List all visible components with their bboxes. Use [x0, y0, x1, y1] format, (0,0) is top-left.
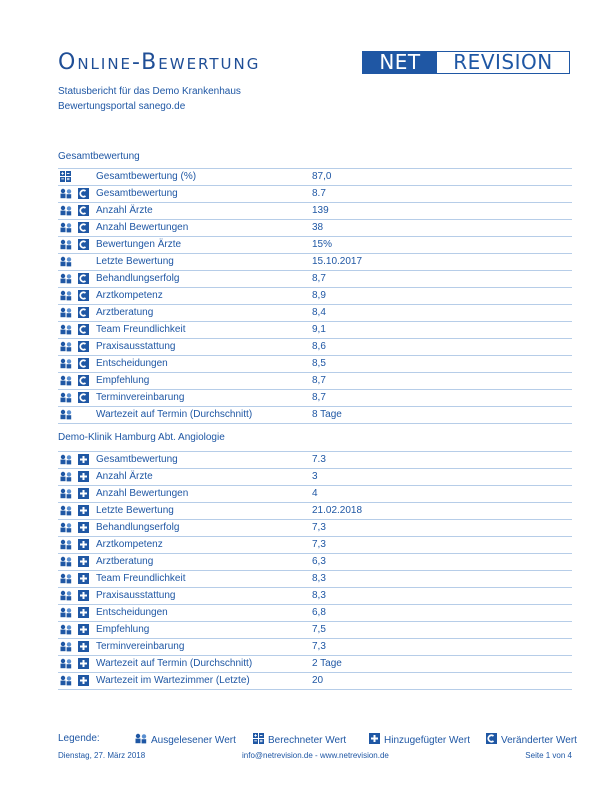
row-value: 8,5 — [312, 358, 326, 369]
imported-icon-graphic — [60, 522, 72, 533]
imported-icon-graphic — [60, 607, 72, 618]
row-value: 7,3 — [312, 539, 326, 550]
added-icon-graphic — [78, 624, 89, 635]
legend-label: Veränderter Wert — [501, 734, 577, 746]
table-row — [58, 373, 572, 390]
footer-date: Dienstag, 27. März 2018 — [58, 751, 146, 760]
added-icon-graphic — [78, 471, 89, 482]
imported-icon-graphic — [60, 188, 72, 199]
changed-icon — [486, 733, 501, 747]
legend-title: Legende: — [58, 733, 100, 744]
changed-icon-graphic — [78, 375, 89, 386]
imported-icon-graphic — [60, 409, 72, 420]
imported-icon-graphic — [60, 307, 72, 318]
imported-icon — [60, 341, 72, 352]
portal-subtitle: Bewertungsportal sanego.de — [58, 101, 186, 112]
table-row — [58, 673, 572, 690]
row-value: 87,0 — [312, 171, 332, 182]
changed-icon — [78, 375, 89, 386]
row-label: Gesamtbewertung — [96, 454, 178, 465]
row-value: 21.02.2018 — [312, 505, 363, 516]
added-icon-graphic — [78, 658, 89, 669]
changed-icon — [78, 239, 89, 250]
row-label: Anzahl Bewertungen — [96, 222, 189, 233]
imported-icon-graphic — [60, 641, 72, 652]
imported-icon-graphic — [60, 454, 72, 465]
imported-icon-graphic — [60, 375, 72, 386]
document-title: Online-Bewertung — [58, 50, 261, 75]
row-label: Arztberatung — [96, 556, 154, 567]
imported-icon-graphic — [60, 256, 72, 267]
row-label: Team Freundlichkeit — [96, 573, 186, 584]
table-row — [58, 520, 572, 537]
added-icon-graphic — [78, 641, 89, 652]
changed-icon-graphic — [78, 273, 89, 284]
imported-icon-graphic — [60, 505, 72, 516]
imported-icon-graphic — [60, 324, 72, 335]
row-label: Arztberatung — [96, 307, 154, 318]
changed-icon — [78, 188, 89, 199]
imported-icon-graphic — [60, 624, 72, 635]
report-subtitle: Statusbericht für das Demo Krankenhaus — [58, 86, 241, 97]
row-label: Terminvereinbarung — [96, 392, 185, 403]
imported-icon — [60, 358, 72, 369]
row-value: 2 Tage — [312, 658, 342, 669]
row-value: 4 — [312, 488, 318, 499]
table-row — [58, 237, 572, 254]
imported-icon — [60, 624, 72, 635]
table-row — [58, 605, 572, 622]
row-label: Letzte Bewertung — [96, 505, 174, 516]
imported-icon-graphic — [60, 239, 72, 250]
row-label: Praxisausstattung — [96, 341, 176, 352]
row-label: Letzte Bewertung — [96, 256, 174, 267]
row-label: Arztkompetenz — [96, 539, 163, 550]
added-icon-graphic — [78, 522, 89, 533]
changed-icon-graphic — [78, 222, 89, 233]
row-value: 6,3 — [312, 556, 326, 567]
table-row — [58, 452, 572, 469]
row-label: Behandlungserfolg — [96, 273, 180, 284]
table-row — [58, 203, 572, 220]
imported-icon — [60, 675, 72, 686]
logo-revision-text: REVISION — [453, 51, 553, 74]
table-row — [58, 220, 572, 237]
row-value: 3 — [312, 471, 318, 482]
changed-icon — [78, 205, 89, 216]
changed-icon — [78, 358, 89, 369]
row-label: Wartezeit auf Termin (Durchschnitt) — [96, 658, 253, 669]
table-gesamtbewertung — [58, 168, 572, 424]
calculated-icon-graphic — [253, 733, 264, 744]
imported-icon-graphic — [60, 488, 72, 499]
table-row — [58, 656, 572, 673]
table-row — [58, 537, 572, 554]
added-icon — [78, 539, 89, 550]
calculated-icon — [60, 171, 72, 182]
table-row — [58, 639, 572, 656]
imported-icon — [60, 607, 72, 618]
changed-icon — [78, 341, 89, 352]
legend-label: Berechneter Wert — [268, 734, 347, 746]
row-value: 8,3 — [312, 573, 326, 584]
imported-icon — [60, 556, 72, 567]
imported-icon-graphic — [60, 392, 72, 403]
calculated-icon — [253, 733, 268, 747]
added-icon — [78, 505, 89, 516]
legend — [58, 733, 577, 747]
imported-icon — [60, 590, 72, 601]
changed-icon-graphic — [78, 392, 89, 403]
imported-icon-graphic — [60, 222, 72, 233]
imported-icon — [60, 307, 72, 318]
imported-icon-graphic — [60, 556, 72, 567]
row-label: Anzahl Ärzte — [96, 471, 153, 482]
added-icon-graphic — [78, 505, 89, 516]
added-icon — [78, 488, 89, 499]
row-label: Team Freundlichkeit — [96, 324, 186, 335]
legend-label: Hinzugefügter Wert — [384, 734, 470, 746]
row-value: 8,3 — [312, 590, 326, 601]
table-row — [58, 339, 572, 356]
added-icon — [78, 573, 89, 584]
changed-icon — [78, 324, 89, 335]
added-icon — [78, 675, 89, 686]
added-icon-graphic — [369, 733, 380, 744]
table-row — [58, 469, 572, 486]
row-value: 139 — [312, 205, 329, 216]
logo-net-text: NET — [363, 52, 437, 73]
netrevision-logo — [362, 51, 570, 74]
added-icon-graphic — [78, 607, 89, 618]
row-value: 9,1 — [312, 324, 326, 335]
imported-icon — [60, 641, 72, 652]
changed-icon — [78, 392, 89, 403]
imported-icon — [60, 188, 72, 199]
table-row — [58, 571, 572, 588]
added-icon — [78, 471, 89, 482]
imported-icon — [60, 256, 72, 267]
table-row — [58, 356, 572, 373]
row-value: 8,7 — [312, 375, 326, 386]
table-row — [58, 588, 572, 605]
table-row — [58, 288, 572, 305]
row-value: 20 — [312, 675, 324, 686]
added-icon-graphic — [78, 488, 89, 499]
row-value: 15.10.2017 — [312, 256, 363, 267]
imported-icon — [60, 409, 72, 420]
imported-icon — [60, 658, 72, 669]
imported-icon — [60, 392, 72, 403]
row-value: 7,5 — [312, 624, 326, 635]
row-value: 8,9 — [312, 290, 326, 301]
imported-icon-graphic — [60, 573, 72, 584]
imported-icon — [60, 375, 72, 386]
added-icon — [78, 658, 89, 669]
imported-icon — [60, 539, 72, 550]
changed-icon-graphic — [78, 341, 89, 352]
table-row — [58, 322, 572, 339]
changed-icon-graphic — [78, 239, 89, 250]
imported-icon — [135, 733, 151, 747]
row-label: Behandlungserfolg — [96, 522, 180, 533]
table-row — [58, 169, 572, 186]
imported-icon — [60, 273, 72, 284]
footer-contact: info@netrevision.de - www.netrevision.de — [242, 751, 389, 760]
imported-icon — [60, 239, 72, 250]
calculated-icon-graphic — [60, 171, 71, 182]
added-icon-graphic — [78, 539, 89, 550]
row-label: Anzahl Bewertungen — [96, 488, 189, 499]
imported-icon-graphic — [60, 658, 72, 669]
imported-icon — [60, 471, 72, 482]
changed-icon — [78, 307, 89, 318]
table-row — [58, 554, 572, 571]
changed-icon-graphic — [78, 358, 89, 369]
changed-icon — [78, 273, 89, 284]
table-row — [58, 407, 572, 424]
added-icon — [78, 556, 89, 567]
row-label: Empfehlung — [96, 624, 150, 635]
table-row — [58, 254, 572, 271]
row-value: 8,4 — [312, 307, 326, 318]
added-icon — [78, 641, 89, 652]
section-title-gesamtbewertung: Gesamtbewertung — [58, 151, 140, 162]
table-row — [58, 390, 572, 407]
row-label: Bewertungen Ärzte — [96, 239, 182, 250]
table-row — [58, 305, 572, 322]
row-value: 38 — [312, 222, 324, 233]
row-label: Entscheidungen — [96, 358, 168, 369]
row-value: 8 Tage — [312, 409, 342, 420]
imported-icon-graphic — [60, 358, 72, 369]
added-icon — [78, 454, 89, 465]
imported-icon — [60, 522, 72, 533]
row-label: Wartezeit auf Termin (Durchschnitt) — [96, 409, 253, 420]
added-icon — [78, 624, 89, 635]
imported-icon — [60, 573, 72, 584]
row-value: 8,6 — [312, 341, 326, 352]
row-value: 15% — [312, 239, 333, 250]
table-row — [58, 503, 572, 520]
table-demo-klinik — [58, 451, 572, 690]
table-row — [58, 622, 572, 639]
imported-icon-graphic — [135, 733, 147, 744]
row-value: 7,3 — [312, 522, 326, 533]
row-label: Empfehlung — [96, 375, 150, 386]
added-icon-graphic — [78, 675, 89, 686]
row-label: Anzahl Ärzte — [96, 205, 153, 216]
added-icon-graphic — [78, 590, 89, 601]
footer-page-number: Seite 1 von 4 — [525, 751, 572, 760]
table-row — [58, 271, 572, 288]
imported-icon — [60, 505, 72, 516]
row-label: Gesamtbewertung — [96, 188, 178, 199]
imported-icon — [60, 290, 72, 301]
row-value: 7.3 — [312, 454, 326, 465]
imported-icon-graphic — [60, 471, 72, 482]
table-row — [58, 486, 572, 503]
added-icon — [78, 590, 89, 601]
imported-icon — [60, 205, 72, 216]
legend-label: Ausgelesener Wert — [151, 734, 236, 746]
changed-icon — [78, 290, 89, 301]
legend-item-imported — [135, 733, 236, 747]
changed-icon-graphic — [486, 733, 497, 744]
changed-icon-graphic — [78, 290, 89, 301]
added-icon-graphic — [78, 556, 89, 567]
section-title-demo-klinik: Demo-Klinik Hamburg Abt. Angiologie — [58, 432, 225, 443]
imported-icon — [60, 324, 72, 335]
imported-icon-graphic — [60, 590, 72, 601]
row-label: Praxisausstattung — [96, 590, 176, 601]
row-value: 8,7 — [312, 392, 326, 403]
legend-item-calculated — [253, 733, 346, 747]
changed-icon-graphic — [78, 188, 89, 199]
imported-icon-graphic — [60, 205, 72, 216]
row-label: Terminvereinbarung — [96, 641, 185, 652]
row-label: Gesamtbewertung (%) — [96, 171, 197, 182]
changed-icon-graphic — [78, 307, 89, 318]
changed-icon-graphic — [78, 324, 89, 335]
row-value: 7,3 — [312, 641, 326, 652]
changed-icon-graphic — [78, 205, 89, 216]
row-value: 8.7 — [312, 188, 326, 199]
legend-item-changed — [486, 733, 577, 747]
imported-icon-graphic — [60, 675, 72, 686]
added-icon-graphic — [78, 573, 89, 584]
imported-icon-graphic — [60, 290, 72, 301]
added-icon — [78, 522, 89, 533]
row-label: Arztkompetenz — [96, 290, 163, 301]
legend-item-added — [369, 733, 470, 747]
row-label: Entscheidungen — [96, 607, 168, 618]
imported-icon-graphic — [60, 273, 72, 284]
row-label: Wartezeit im Wartezimmer (Letzte) — [96, 675, 250, 686]
row-value: 6,8 — [312, 607, 326, 618]
imported-icon-graphic — [60, 341, 72, 352]
imported-icon — [60, 454, 72, 465]
changed-icon — [78, 222, 89, 233]
row-value: 8,7 — [312, 273, 326, 284]
added-icon — [369, 733, 384, 747]
added-icon-graphic — [78, 454, 89, 465]
imported-icon — [60, 488, 72, 499]
imported-icon-graphic — [60, 539, 72, 550]
added-icon — [78, 607, 89, 618]
table-row — [58, 186, 572, 203]
imported-icon — [60, 222, 72, 233]
